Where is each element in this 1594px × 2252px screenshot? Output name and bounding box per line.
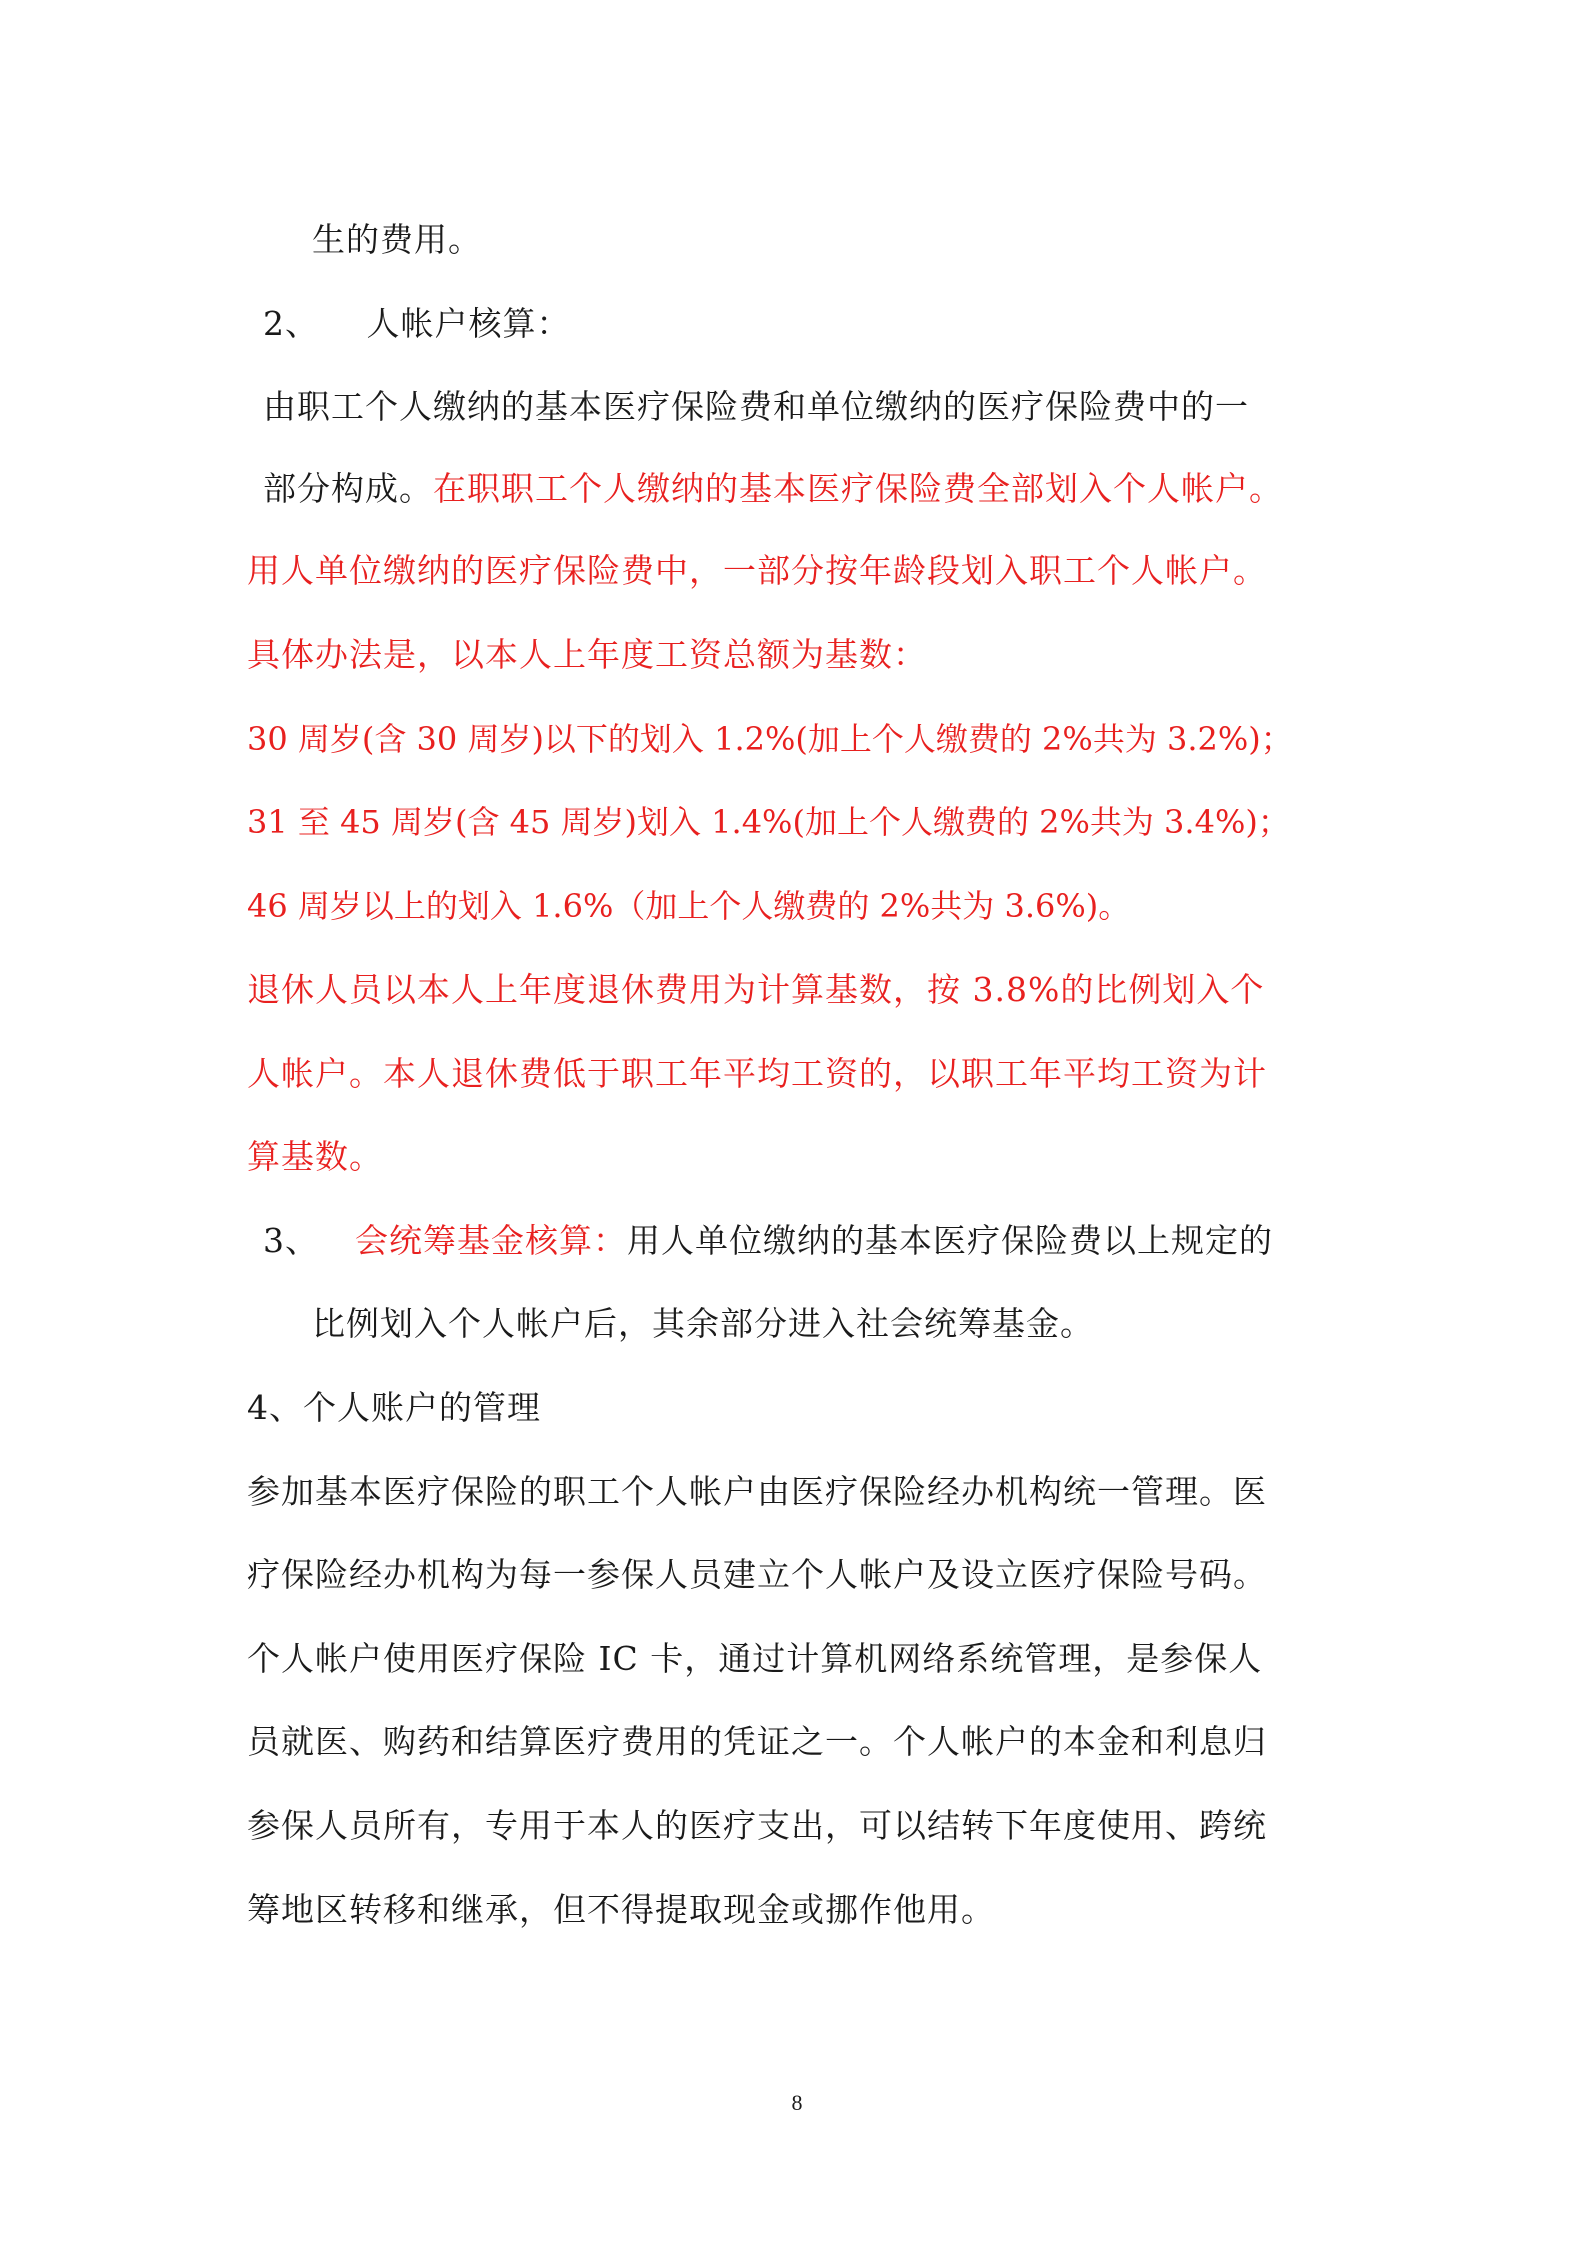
text-span: 疗保险经办机构为每一参保人员建立个人帐户及设立医疗保险号码。 [247,1555,1267,1594]
paragraph-line-16 [247,1470,1267,1514]
text-span: 筹地区转移和继承，但不得提取现金或挪作他用。 [247,1890,995,1929]
paragraph-line-9 [247,884,1130,928]
text-span: 比例划入个人帐户后，其余部分进入社会统筹基金。 [312,1304,1094,1343]
paragraph-line-18 [247,1637,1262,1681]
highlighted-text: 退休人员以本人上年度退休费用为计算基数，按 3.8%的比例划入个 [247,970,1265,1009]
section-number: 2、 [263,304,319,343]
highlighted-text: 46 周岁以上的划入 1.6%（加上个人缴费的 2%共为 3.6%)。 [247,887,1131,925]
section-heading-3 [263,1219,1273,1263]
section-heading-2 [263,302,571,346]
text-span: 参保人员所有，专用于本人的医疗支出，可以结转下年度使用、跨统 [247,1806,1267,1845]
text-span: 用人单位缴纳的基本医疗保险费以上规定的 [627,1221,1273,1260]
text-span: 部分构成。 [263,469,433,508]
section-title: 会统筹基金核算： [355,1221,627,1260]
paragraph-line-20 [247,1804,1267,1848]
paragraph-line-4 [263,467,1283,511]
paragraph-line-10 [247,968,1264,1012]
paragraph-line-6 [247,633,927,677]
text-span: 员就医、购药和结算医疗费用的凭证之一。个人帐户的本金和利息归 [247,1722,1267,1761]
highlighted-text: 具体办法是，以本人上年度工资总额为基数： [247,635,927,674]
page-number: 8 [791,2090,803,2115]
paragraph-line-19 [247,1720,1267,1764]
text-span: 参加基本医疗保险的职工个人帐户由医疗保险经办机构统一管理。医 [247,1472,1267,1511]
highlighted-text: 算基数。 [247,1137,383,1176]
section-title: 4、个人账户的管理 [247,1388,541,1427]
paragraph-line-1 [312,218,482,262]
text-span: 生的费用。 [312,220,482,259]
highlighted-text: 30 周岁(含 30 周岁)以下的划入 1.2%(加上个人缴费的 2%共为 3.2%)； [247,720,1293,758]
highlighted-text: 用人单位缴纳的医疗保险费中，一部分按年龄段划入职工个人帐户。 [247,551,1267,590]
highlighted-text: 31 至 45 周岁(含 45 周岁)划入 1.4%(加上个人缴费的 2%共为 3.4%)； [247,803,1290,841]
paragraph-line-12 [247,1135,383,1179]
paragraph-line-14 [312,1302,1094,1346]
highlighted-text: 人帐户。本人退休费低于职工年平均工资的，以职工年平均工资为计 [247,1054,1267,1093]
paragraph-line-17 [247,1553,1267,1597]
paragraph-line-21 [247,1888,995,1932]
text-span: 由职工个人缴纳的基本医疗保险费和单位缴纳的医疗保险费中的一 [263,387,1249,426]
section-title: 人帐户核算： [366,304,571,343]
paragraph-line-11 [247,1052,1267,1096]
section-heading-4 [247,1386,541,1430]
highlighted-text: 在职职工个人缴纳的基本医疗保险费全部划入个人帐户。 [433,469,1283,508]
section-number: 3、 [263,1221,319,1260]
paragraph-line-3 [263,385,1249,429]
paragraph-line-8 [247,800,1290,844]
text-span: 个人帐户使用医疗保险 IC 卡，通过计算机网络系统管理，是参保人 [247,1639,1263,1678]
paragraph-line-5 [247,549,1267,593]
paragraph-line-7 [247,717,1293,761]
